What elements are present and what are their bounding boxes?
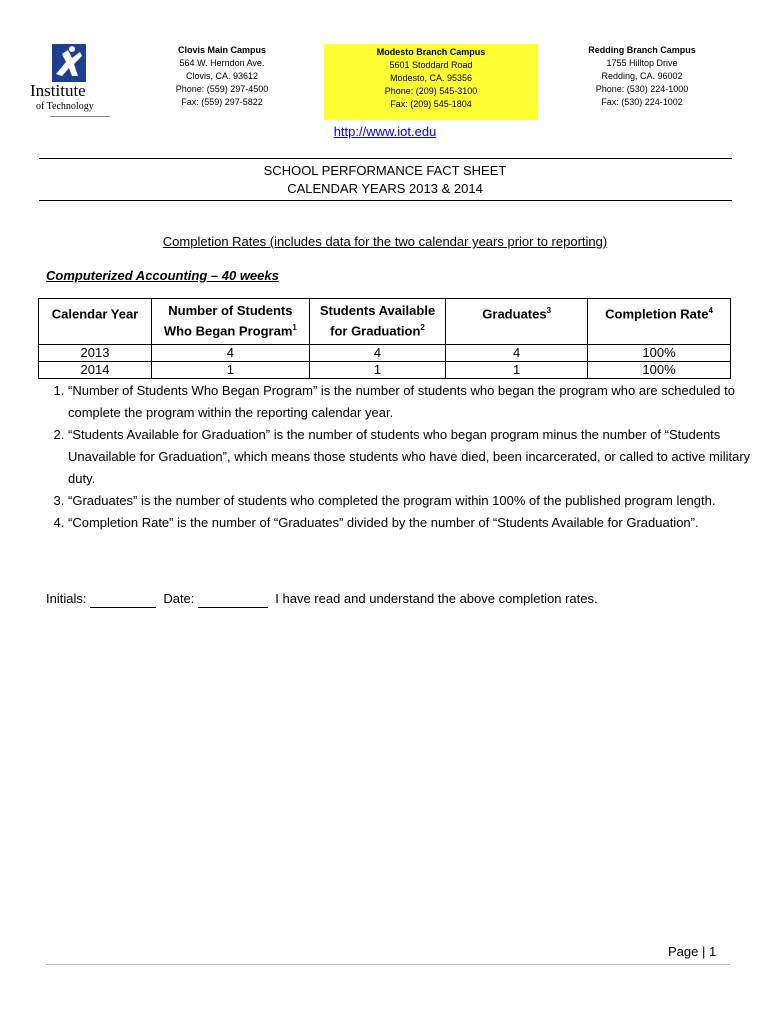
campus-city: Clovis, CA. 93612 [185, 71, 259, 81]
header-students-available: Students Available for Graduation$^2$ [309, 299, 446, 345]
table-header-row [39, 299, 731, 345]
table-row [39, 345, 731, 362]
logo-divider [50, 116, 110, 117]
header-students-began: Number of Students Who Began Program$^1$ [151, 299, 309, 345]
date-label: Date: [163, 591, 195, 606]
title-bottom-rule [39, 200, 732, 201]
title-top-rule [39, 158, 732, 159]
initials-field[interactable] [90, 593, 156, 608]
campus-name: Redding Branch Campus [588, 45, 696, 55]
campus-fax: Fax: (209) 545-1804 [390, 99, 472, 109]
program-name: Computerized Accounting – 40 weeks [46, 268, 279, 283]
institute-logo [30, 44, 112, 120]
completion-rates-heading: Completion Rates (includes data for the two calendar years prior to reporting) [162, 234, 608, 249]
campus-address: 1755 Hilltop Drive [606, 58, 678, 68]
cell-rate: 100% [588, 362, 731, 379]
date-field[interactable] [198, 593, 268, 608]
document-subtitle: CALENDAR YEARS 2013 & 2014 [287, 181, 483, 196]
completion-rates-table [38, 298, 731, 379]
campus-address: 5601 Stoddard Road [389, 60, 473, 70]
acknowledgement-statement: I have read and understand the above completion rates. [275, 591, 598, 606]
acknowledgement-line [46, 590, 598, 608]
cell-graduates: 1 [446, 362, 588, 379]
campus-address: 564 W. Herndon Ave. [179, 58, 265, 68]
document-title: SCHOOL PERFORMANCE FACT SHEET [263, 163, 507, 178]
header-completion-rate: Completion Rate$^4$ [588, 299, 731, 345]
campus-city: Modesto, CA. 95356 [389, 73, 473, 83]
campus-phone: Phone: (209) 545-3100 [384, 86, 478, 96]
campus-modesto [324, 44, 538, 120]
cell-year: 2014 [39, 362, 152, 379]
cell-began: 4 [151, 345, 309, 362]
campus-phone: Phone: (559) 297-4500 [175, 84, 269, 94]
cell-graduates: 4 [446, 345, 588, 362]
header-calendar-year: Calendar Year [39, 299, 152, 345]
campus-clovis [124, 44, 320, 109]
note-item: 2. “Students Available for Graduation” is the number of students who began program minus the number of “Students Unavailable for Graduation”, which means those students who have died, been incarcerated, or called to active military duty. [68, 424, 758, 490]
campus-fax: Fax: (559) 297-5822 [181, 97, 263, 107]
cell-year: 2013 [39, 345, 152, 362]
cell-rate: 100% [588, 345, 731, 362]
campus-city: Redding, CA. 96002 [601, 71, 683, 81]
logo-subtitle: of Technology [36, 101, 94, 112]
campus-name: Clovis Main Campus [177, 45, 267, 55]
initials-label: Initials: [46, 591, 87, 606]
website-link[interactable]: http://www.iot.edu [333, 124, 437, 139]
campus-name: Modesto Branch Campus [376, 47, 486, 57]
definition-notes [44, 380, 758, 534]
note-item: 1. “Number of Students Who Began Program” is the number of students who began the program who are scheduled to complete the program within the reporting calendar year. [68, 380, 758, 424]
table-row [39, 362, 731, 379]
logo-figure-icon [52, 44, 86, 82]
footer-rule [46, 964, 730, 965]
note-item: 3. “Graduates” is the number of students who completed the program within 100% of the published program length. [68, 490, 758, 512]
cell-began: 1 [151, 362, 309, 379]
campus-redding [544, 44, 740, 109]
cell-available: 1 [309, 362, 446, 379]
campus-fax: Fax: (530) 224-1002 [601, 97, 683, 107]
logo-name: Institute [30, 81, 86, 100]
cell-available: 4 [309, 345, 446, 362]
header-graduates: Graduates$^3$ [446, 299, 588, 345]
campus-phone: Phone: (530) 224-1000 [595, 84, 689, 94]
note-item: 4. “Completion Rate” is the number of “Graduates” divided by the number of “Students Available for Graduation”. [68, 512, 758, 534]
page-number: Page | 1 [668, 944, 717, 959]
